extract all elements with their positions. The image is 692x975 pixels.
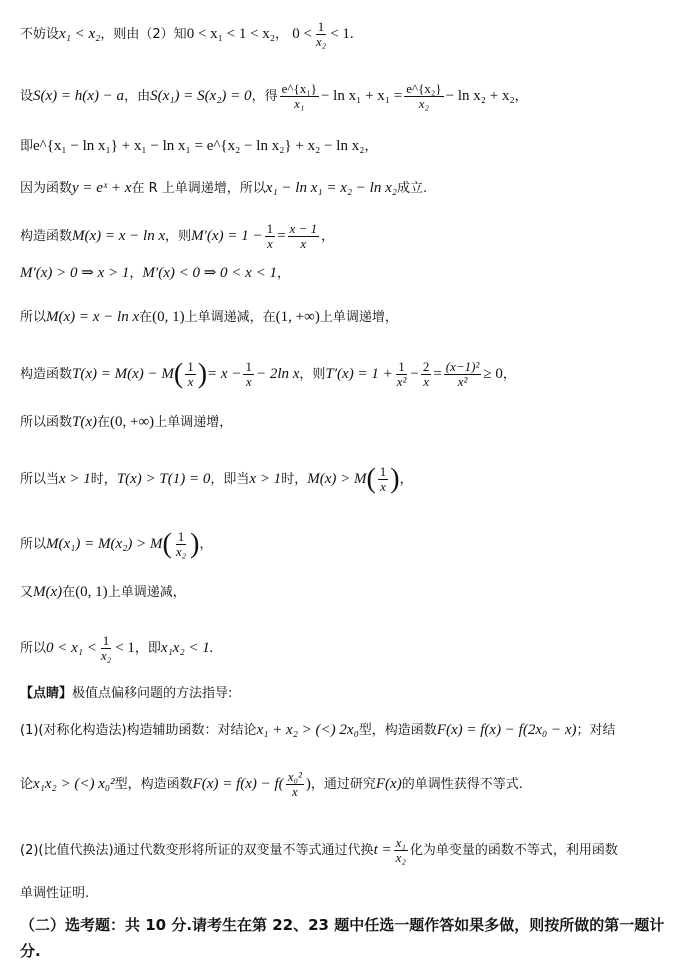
- paren-open: (: [366, 463, 376, 495]
- formula: T′(x) = 1 +: [325, 366, 393, 382]
- formula: =: [277, 228, 286, 244]
- formula: T(x) > T(1) = 0: [116, 471, 211, 487]
- line-13: [20, 634, 684, 663]
- denominator: x: [187, 374, 194, 389]
- text: ，即: [134, 641, 161, 656]
- text: 在: [62, 585, 76, 600]
- paren-open: (: [162, 528, 172, 560]
- text: 构造函数: [20, 367, 73, 382]
- formula: M(x) > M: [307, 471, 367, 487]
- text: ，: [321, 229, 335, 244]
- text: 型，构造函数: [358, 723, 437, 738]
- denominator: x²: [457, 374, 468, 389]
- denominator: x: [380, 479, 386, 494]
- text: ，则由（2）知: [100, 27, 187, 42]
- denominator: x: [300, 236, 307, 251]
- formula: − ln x₂ + x₂: [445, 88, 515, 104]
- numerator: 1: [317, 19, 325, 34]
- text: 上单调递减，: [107, 585, 186, 600]
- formula: − ln x₁ + x₁ =: [320, 88, 403, 104]
- denominator: x₂: [418, 96, 430, 111]
- denominator: x: [266, 236, 273, 251]
- line-5: [20, 222, 684, 251]
- line-17: [20, 836, 684, 865]
- text: 在: [139, 310, 153, 325]
- formula: x₁ + x₂ > (<) 2x₀: [256, 722, 359, 738]
- numerator: 1: [102, 633, 110, 648]
- text: 所以当: [20, 472, 60, 487]
- formula: M′(x) < 0 ⇒ 0 < x < 1: [142, 265, 277, 281]
- text: 在 R 上单调递增，所以: [131, 181, 266, 196]
- paren-open: (: [173, 358, 184, 390]
- formula: (0, +∞): [110, 414, 155, 430]
- text: ；对结: [576, 723, 616, 738]
- formula: =: [433, 366, 442, 382]
- denominator: x₁: [294, 96, 305, 111]
- text: (1)(对称化构造法)构造辅助函数：对结论: [20, 723, 257, 738]
- text: 型，构造函数: [114, 777, 193, 792]
- line-8: [20, 360, 684, 389]
- section-tag: 【点睛】: [20, 686, 73, 701]
- text: ，: [129, 266, 143, 281]
- formula: [59, 26, 100, 42]
- text: 成立.: [396, 181, 428, 196]
- formula: 0 < x₁ <: [46, 640, 97, 656]
- numerator: x₁: [395, 835, 406, 850]
- numerator: 1: [187, 359, 194, 374]
- line-3: [20, 138, 684, 155]
- numerator: x₀²: [287, 769, 302, 784]
- formula: (0, 1): [152, 309, 185, 325]
- numerator: 1: [245, 359, 252, 374]
- fraction: [314, 20, 328, 49]
- formula: y = eˣ + x: [72, 180, 132, 196]
- formula: x₁x₂ < 1.: [160, 640, 214, 656]
- formula: M′(x) = 1 −: [191, 228, 263, 244]
- fraction: [404, 82, 443, 111]
- fraction: [243, 360, 254, 389]
- text: 在: [97, 415, 111, 430]
- fraction: [421, 360, 432, 389]
- formula: ): [305, 776, 311, 792]
- formula: e^{x₁ − ln x₁} + x₁ − ln x₁ = e^{x₂ − ln x₂} + x₂ − ln x₂: [33, 138, 365, 154]
- fraction: [288, 222, 320, 251]
- fraction: [395, 360, 409, 389]
- fraction: [185, 360, 196, 389]
- formula: 0 <: [292, 26, 312, 42]
- line-6: [20, 265, 684, 282]
- numerator: (x−1)²: [445, 359, 480, 374]
- text: 不妨设: [20, 27, 60, 42]
- text: 所以函数: [20, 415, 73, 430]
- paren-close: ): [390, 463, 400, 495]
- denominator: x²: [396, 374, 407, 389]
- text: 又: [20, 585, 34, 600]
- text: 上单调递减，在: [184, 310, 276, 325]
- fraction: [286, 770, 304, 799]
- formula: M(x) = x − ln x: [46, 309, 140, 325]
- text: ，: [276, 266, 290, 281]
- text: (2)(比值代换法)通过代数变形将所证的双变量不等式通过代换: [20, 843, 374, 858]
- text: 上单调递增，: [154, 415, 233, 430]
- fraction: [99, 634, 113, 663]
- text: 时，: [281, 472, 308, 487]
- denominator: x: [245, 374, 252, 389]
- text: ，得: [251, 89, 278, 104]
- text: 上单调递增，: [319, 310, 398, 325]
- text: ，: [514, 89, 528, 104]
- text: ，: [399, 472, 413, 487]
- formula: x₁ − ln x₁ = x₂ − ln x₂: [265, 180, 397, 196]
- line-15: [20, 722, 684, 739]
- formula: < 1.: [330, 26, 354, 42]
- text: 单调性证明.: [20, 886, 90, 901]
- formula: M′(x) > 0 ⇒ x > 1: [20, 265, 130, 281]
- fraction: [378, 465, 389, 494]
- formula: t =: [373, 842, 392, 858]
- line-16: [20, 770, 684, 799]
- denominator: x: [423, 374, 429, 389]
- line-11: [20, 530, 684, 559]
- formula: −: [410, 366, 419, 382]
- line-12: [20, 584, 684, 601]
- denominator: x₂: [175, 544, 187, 559]
- formula: 0 < x₁ < 1 < x₂: [186, 26, 276, 42]
- denominator: x₂: [315, 34, 327, 49]
- numerator: e^{x₂}: [406, 81, 442, 96]
- formula: x > 1: [59, 471, 91, 487]
- fraction: [174, 530, 188, 559]
- section-heading: （二）选考题：共 10 分.请考生在第 22、23 题中任选一题作答如果多做，则按所做的第一题计分.: [20, 916, 665, 960]
- formula: S(x) = h(x) − a: [33, 88, 125, 104]
- formula: M(x): [33, 584, 63, 600]
- paren-close: ): [197, 358, 208, 390]
- formula: S(x₁) = S(x₂) = 0: [150, 88, 252, 104]
- denominator: x₂: [100, 648, 112, 663]
- text: ，即当: [210, 472, 250, 487]
- text: 极值点偏移问题的方法指导:: [72, 686, 233, 701]
- fraction: [280, 82, 319, 111]
- formula: (0, 1): [75, 584, 108, 600]
- formula: F(x): [375, 776, 402, 792]
- formula: = x −: [207, 366, 242, 382]
- formula: M(x) = x − ln x: [72, 228, 166, 244]
- text: 的单调性获得不等式.: [401, 777, 523, 792]
- formula: x₁x₂ > (<) x₀²: [33, 776, 115, 792]
- numerator: 1: [398, 359, 405, 374]
- text: ，: [364, 139, 378, 154]
- text: 设: [20, 89, 34, 104]
- numerator: 1: [177, 529, 185, 544]
- formula: T(x) = M(x) − M: [72, 366, 174, 382]
- line-2: [20, 82, 684, 111]
- formula: − 2ln x: [255, 366, 300, 382]
- text: ，由: [124, 89, 151, 104]
- text: 构造函数: [20, 229, 73, 244]
- formula: ≥ 0: [483, 366, 503, 382]
- numerator: 2: [422, 359, 430, 374]
- text: 即: [20, 139, 34, 154]
- formula: T(x): [72, 414, 98, 430]
- line-4: [20, 180, 684, 197]
- line-18: [20, 886, 684, 902]
- line-1: [20, 20, 684, 49]
- fraction: [265, 222, 276, 251]
- text: ，则: [165, 229, 192, 244]
- paren-close: ): [190, 528, 200, 560]
- text: ，通过研究: [310, 777, 376, 792]
- line-7: [20, 309, 684, 326]
- text: 所以: [20, 310, 47, 325]
- text: 因为函数: [20, 181, 73, 196]
- fraction: [444, 360, 482, 389]
- var: ₁ < x₂: [65, 26, 101, 42]
- formula: < 1: [115, 640, 135, 656]
- text: ，: [199, 537, 213, 552]
- numerator: x − 1: [289, 221, 318, 236]
- line-10: [20, 465, 684, 494]
- text: 所以: [20, 641, 47, 656]
- var: x: [59, 26, 66, 42]
- formula: F(x) = f(x) − f(2x₀ − x): [436, 722, 577, 738]
- fraction: [394, 836, 408, 865]
- formula: M(x₁) = M(x₂) > M: [46, 536, 163, 552]
- line-9: [20, 414, 684, 431]
- text: 时，: [90, 472, 117, 487]
- formula: x > 1: [249, 471, 282, 487]
- text: 所以: [20, 537, 47, 552]
- denominator: x₂: [395, 850, 406, 865]
- line-14: [20, 686, 684, 702]
- numerator: e^{x₁}: [281, 81, 317, 96]
- formula: F(x) = f(x) − f(: [192, 776, 284, 792]
- numerator: 1: [379, 464, 387, 479]
- text: 化为单变量的函数不等式，利用函数: [409, 843, 618, 858]
- denominator: x: [291, 784, 298, 799]
- text: ，则: [299, 367, 326, 382]
- text: ，: [502, 367, 516, 382]
- text: 论: [20, 777, 34, 792]
- formula: (1, +∞): [275, 309, 320, 325]
- numerator: 1: [266, 221, 274, 236]
- text: ，: [275, 27, 289, 42]
